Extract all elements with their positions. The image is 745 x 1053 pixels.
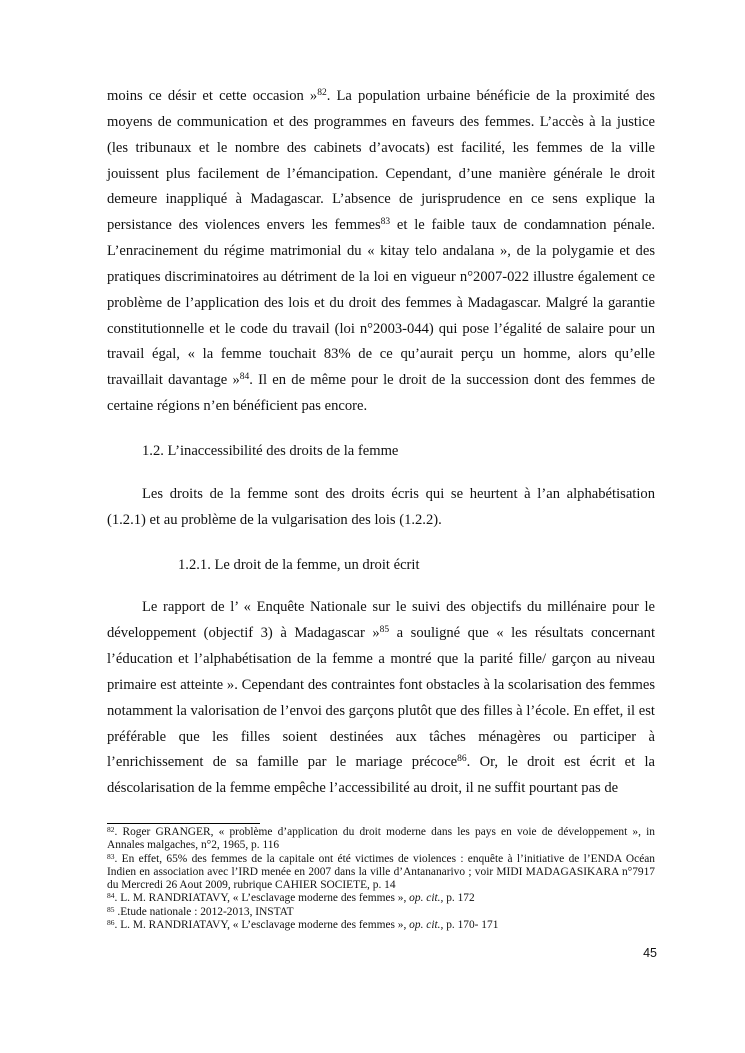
section-heading-1-2: 1.2. L’inaccessibilité des droits de la femme: [142, 442, 399, 459]
paragraph-2: Les droits de la femme sont des droits écris qui se heurtent à l’an alphabétisation (1.2.1) et au problème de la vulgarisation des lois (1.2.2).: [107, 485, 655, 528]
page-number: 45: [643, 946, 657, 960]
footnote-82: $^{82}$. Roger GRANGER, « problème d’application du droit moderne dans les pays en voie de développement », in Annales malgaches, n°2, 1965, p. 116: [107, 825, 655, 852]
document-body: [107, 84, 655, 802]
section-heading-1-2-1: 1.2.1. Le droit de la femme, un droit écrit: [178, 556, 420, 573]
footnote-ref-82: 82: [317, 88, 327, 98]
footnote-ref-83: 83: [380, 217, 391, 228]
paragraph-1: moins ce désir et cette occasion »$^{82}$. La population urbaine bénéficie de la proximité des moyens de communication et des programmes en faveurs des femmes. L’accès à la justice (les tribunaux et le nombre des cabinets d’avocats) est facilité, les femmes de la ville jouissent plus facilement de l’émancipation. Cependant, d’une manière générale le droit demeure inappliqué à Madagascar. L’absence de jurisprudence en ce sens explique la persistance des violences envers les femmes$^{83}$ et le faible taux de condamnation pénale. L’enracinement du régime matrimonial du « kitay telo andalana », de la polygamie et des pratiques discriminatoires au détriment de la loi en vigueur n°2007-022 illustre également ce problème de l’application des lois et du droit des femmes à Madagascar. Malgré la garantie constitutionnelle et le code du travail (loi n°2003-044) qui pose l’égalité de salaire pour un travail égal, « la femme touchait 83% de ce qu’aurait perçu un homme, alors qu’elle travaillait davantage »$^{84}$. Il en de même pour le droit de la succession dont des femmes de certaine régions n’en bénéficient pas encore.: [107, 88, 655, 415]
footnote-86: $^{86}$. L. M. RANDRIATAVY, « L’esclavage moderne des femmes », op. cit., p. 170- 171: [107, 918, 499, 932]
footnote-85: $^{85}$ .Etude nationale : 2012-2013, INSTAT: [107, 904, 294, 918]
paragraph-3: Le rapport de l’ « Enquête Nationale sur le suivi des objectifs du millénaire pour le développement (objectif 3) à Madagascar »$^{85}$ a souligné que « les résultats concernant l’éducation et l’alphabétisation de la femme a montré que la parité fille/ garçon au niveau primaire est atteinte ». Cependant des contraintes font obstacles à la scolarisation des femmes notamment la valorisation de l’envoi des garçons plutôt que des filles à l’école. En effet, il est préférable que les filles soient destinées aux tâches ménagères ou participer à l’enrichissement de sa famille par le mariage précoce$^{86}$. Or, le droit est écrit et la déscolarisation de la femme empêche l’accessibilité au droit, il ne suffit pourtant pas de: [107, 599, 655, 797]
footnotes: [107, 826, 655, 932]
footnote-ref-84: 84: [239, 372, 250, 383]
footnote-83: $^{83}$. En effet, 65% des femmes de la capitale ont été victimes de violences : enquête à l’initiative de l’ENDA Océan Indien en association avec l’IRD menée en 2007 dans la ville d’Antananarivo ; voir MIDI MADAGASIKARA n°7917 du Mercredi 26 Aout 2009, rubrique CAHIER SOCIETE, p. 14: [107, 851, 655, 892]
footnote-ref-86: 86: [457, 754, 467, 765]
footnote-separator: [107, 823, 260, 824]
footnote-84: $^{84}$. L. M. RANDRIATAVY, « L’esclavage moderne des femmes », op. cit., p. 172: [107, 891, 475, 905]
footnote-ref-85: 85: [379, 625, 390, 636]
